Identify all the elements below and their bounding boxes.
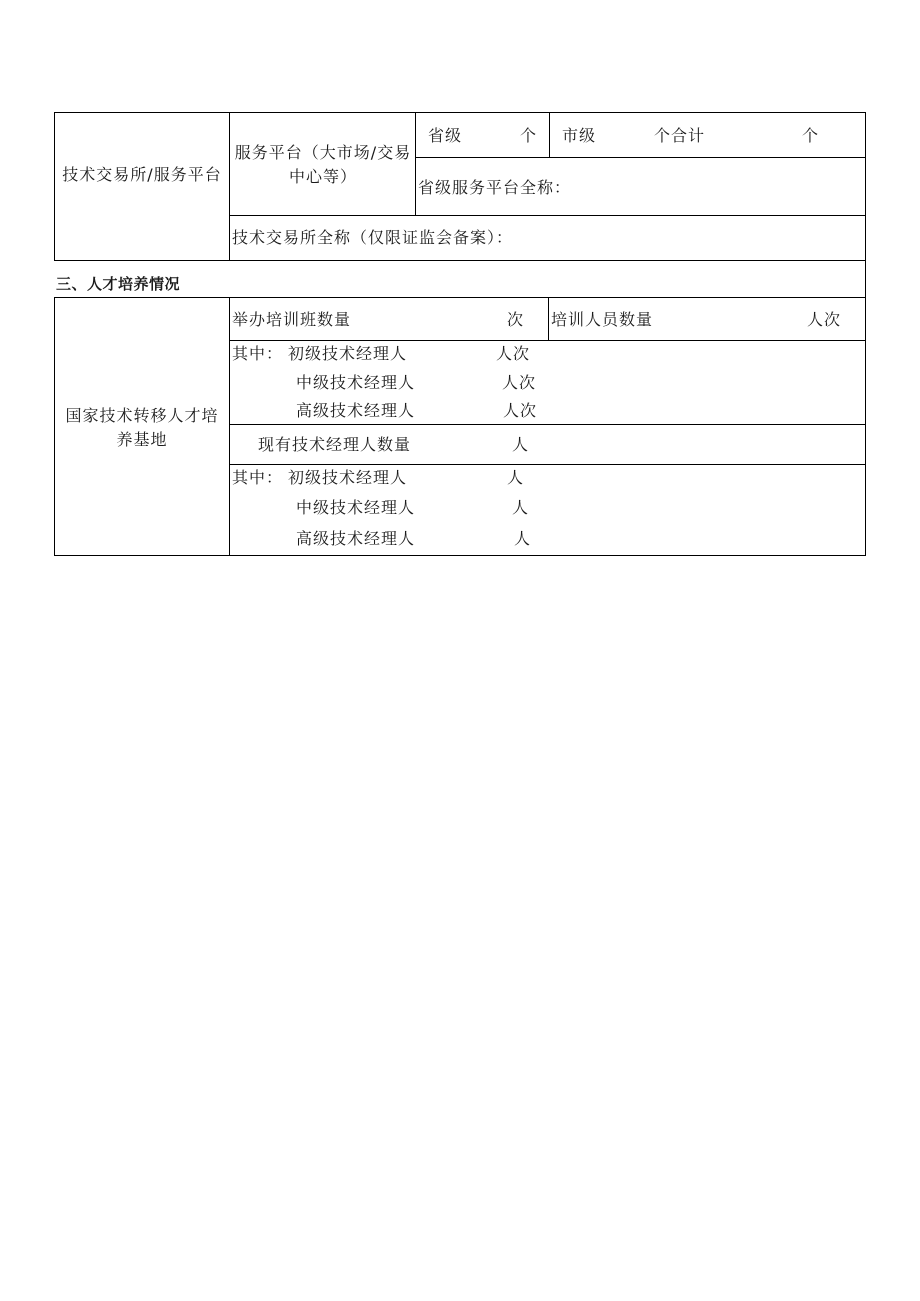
provincial-unit: 个: [520, 126, 538, 145]
table-rule: [415, 112, 416, 216]
table-rule: [415, 157, 866, 158]
junior-trainees-unit: 人次: [496, 344, 531, 363]
exchange-platform-row-label: 技术交易所/服务平台: [62, 165, 222, 184]
intermediate-trainees-label: 中级技术经理人: [296, 373, 416, 392]
trainees-unit: 人次: [807, 310, 842, 329]
intermediate-managers-unit: 人: [512, 498, 530, 517]
intermediate-managers-label: 中级技术经理人: [296, 498, 416, 517]
training-classes-label: 举办培训班数量: [232, 310, 352, 329]
among-prefix: 其中：: [232, 468, 284, 487]
table-border-bottom: [54, 555, 866, 556]
senior-trainees-unit: 人次: [503, 401, 538, 420]
table-border-left: [54, 297, 55, 556]
senior-managers-label: 高级技术经理人: [296, 529, 416, 548]
intermediate-trainees-unit: 人次: [502, 373, 537, 392]
provincial-platform-fullname-label: 省级服务平台全称：: [418, 178, 572, 197]
junior-trainees-label: 初级技术经理人: [288, 344, 408, 363]
senior-managers-unit: 人: [514, 529, 532, 548]
table-rule: [229, 424, 866, 425]
provincial-label: 省级: [428, 126, 463, 145]
junior-managers-label: 初级技术经理人: [288, 468, 408, 487]
city-label: 市级: [562, 126, 597, 145]
city-unit-total-label: 个合计: [654, 126, 706, 145]
current-managers-unit: 人: [512, 435, 530, 454]
senior-trainees-label: 高级技术经理人: [296, 401, 416, 420]
table-rule: [54, 297, 866, 298]
talent-base-label: 国家技术转移人才培养基地: [65, 406, 219, 449]
trainees-label: 培训人员数量: [551, 310, 654, 329]
table-rule: [229, 464, 866, 465]
training-classes-unit: 次: [507, 310, 525, 329]
table-rule: [229, 215, 866, 216]
table-rule: [54, 260, 866, 261]
service-platform-label: 服务平台（大市场/交易中心等）: [234, 143, 412, 186]
table-border-top: [54, 112, 866, 113]
section-heading-talent-training: 三、人才培养情况: [56, 275, 181, 293]
table-rule: [548, 297, 549, 341]
current-managers-label: 现有技术经理人数量: [258, 435, 412, 454]
table-rule: [229, 297, 230, 556]
table-rule: [229, 112, 230, 261]
table-border-right: [865, 112, 866, 556]
total-unit: 个: [802, 126, 820, 145]
junior-managers-unit: 人: [507, 468, 525, 487]
table-rule: [549, 112, 550, 158]
exchange-fullname-label: 技术交易所全称（仅限证监会备案）：: [232, 228, 514, 247]
table-border-left: [54, 112, 55, 261]
among-prefix: 其中：: [232, 344, 284, 363]
